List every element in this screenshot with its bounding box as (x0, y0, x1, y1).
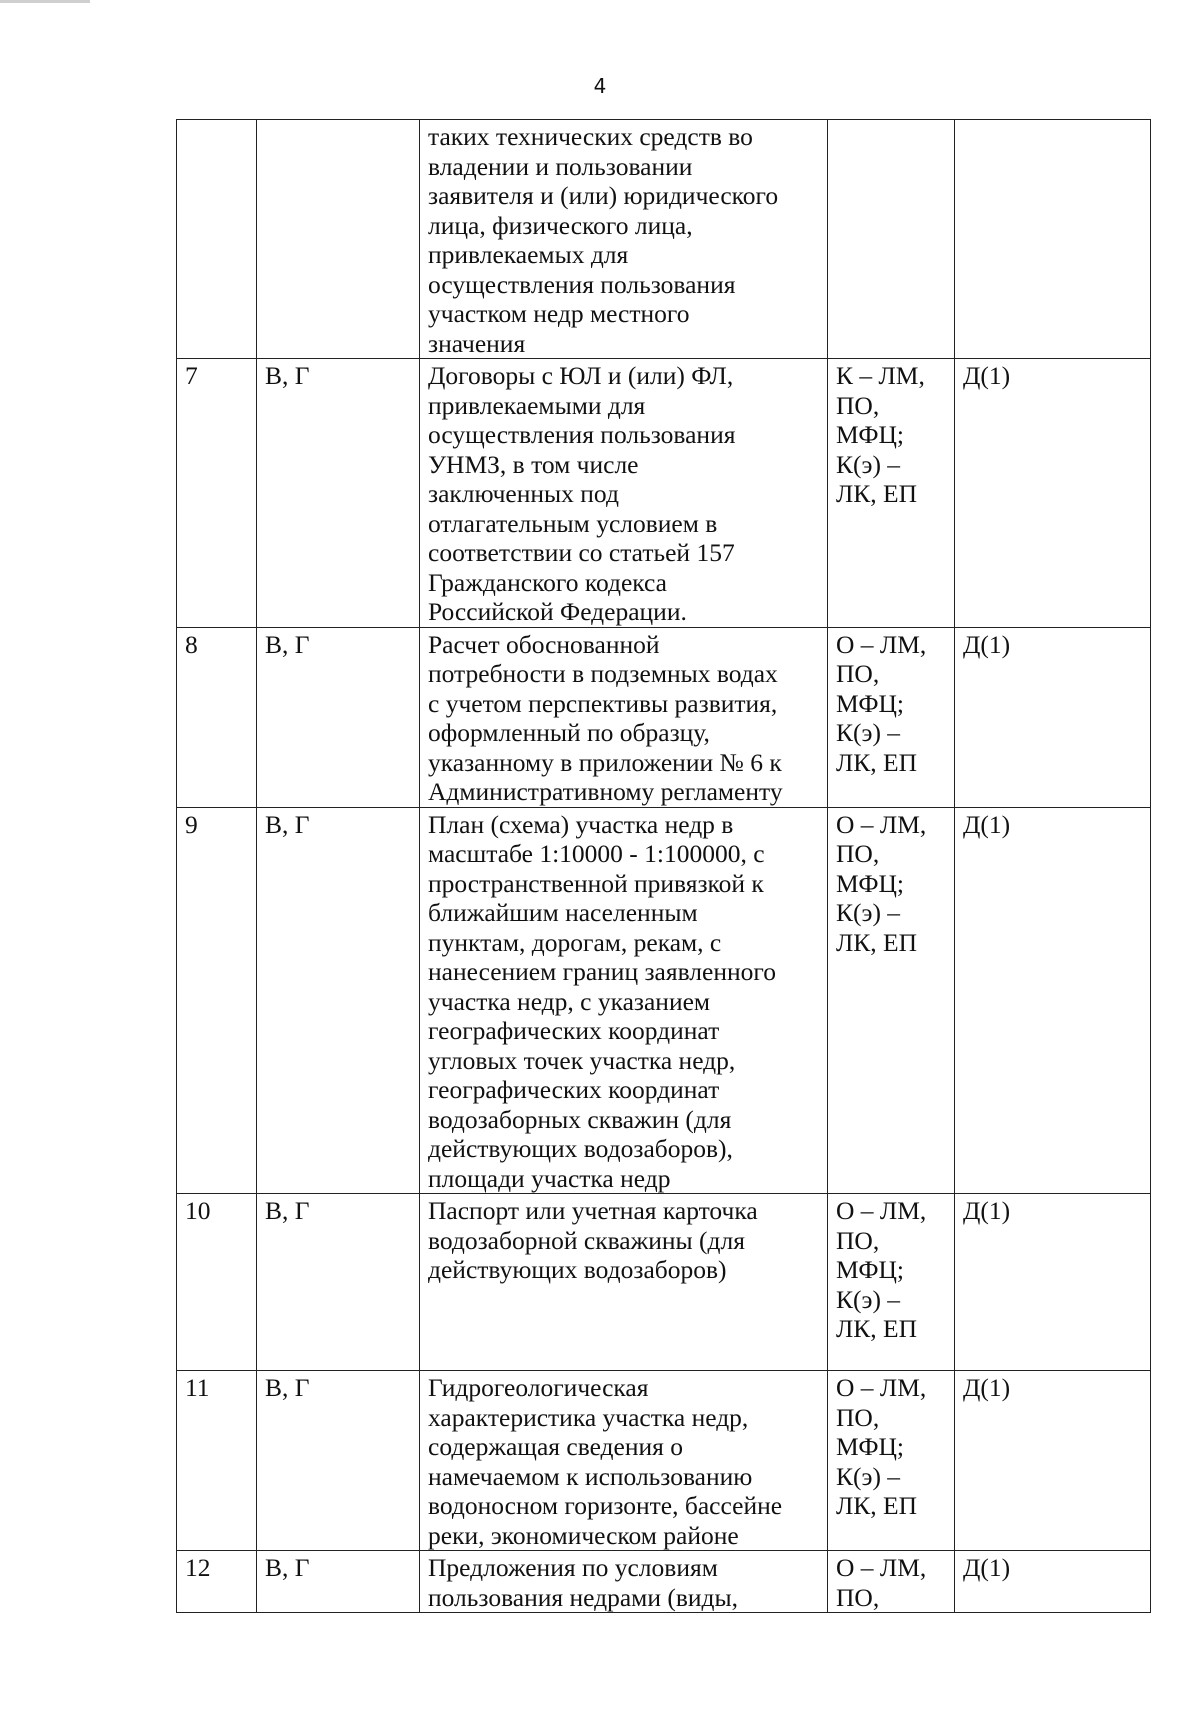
row-number-cell: 10 (177, 1194, 257, 1371)
document-description-cell: Договоры с ЮЛ и (или) ФЛ, привлекаемыми для осуществления пользования УНМЗ, в том числе заключенных под отлагательным условием в соответствии со статьей 157 Гражданского кодекса Российской Федерации. (420, 359, 828, 628)
submission-method-cell: К – ЛМ, ПО, МФЦ; К(э) – ЛК, ЕП (828, 359, 955, 628)
document-description-cell: Расчет обоснованной потребности в подземных водах с учетом перспективы развития, оформленный по образцу, указанному в приложении № 6 к Административному регламенту (420, 627, 828, 807)
document-form-cell: Д(1) (955, 1194, 1151, 1371)
table-row (177, 807, 1151, 1194)
documents-table (176, 119, 1151, 1613)
table-row (177, 1551, 1151, 1613)
document-description-cell: Предложения по условиям пользования недрами (виды, (420, 1551, 828, 1613)
applicant-type-cell: В, Г (257, 1194, 420, 1371)
submission-method-cell: О – ЛМ, ПО, МФЦ; К(э) – ЛК, ЕП (828, 627, 955, 807)
document-description-cell: таких технических средств во владении и пользовании заявителя и (или) юридического лица, физического лица, привлекаемых для осуществления пользования участком недр местного значения (420, 120, 828, 359)
document-form-cell: Д(1) (955, 359, 1151, 628)
applicant-type-cell: В, Г (257, 359, 420, 628)
table-row (177, 359, 1151, 628)
applicant-type-cell (257, 120, 420, 359)
submission-method-cell: О – ЛМ, ПО, МФЦ; К(э) – ЛК, ЕП (828, 807, 955, 1194)
submission-method-cell: О – ЛМ, ПО, МФЦ; К(э) – ЛК, ЕП (828, 1371, 955, 1551)
submission-method-cell (828, 120, 955, 359)
submission-method-cell: О – ЛМ, ПО, (828, 1551, 955, 1613)
row-number-cell: 11 (177, 1371, 257, 1551)
applicant-type-cell: В, Г (257, 1551, 420, 1613)
document-form-cell (955, 120, 1151, 359)
submission-method-cell: О – ЛМ, ПО, МФЦ; К(э) – ЛК, ЕП (828, 1194, 955, 1371)
row-number-cell: 7 (177, 359, 257, 628)
row-number-cell: 12 (177, 1551, 257, 1613)
table-row (177, 1371, 1151, 1551)
applicant-type-cell: В, Г (257, 627, 420, 807)
document-form-cell: Д(1) (955, 807, 1151, 1194)
table-row (177, 1194, 1151, 1371)
applicant-type-cell: В, Г (257, 807, 420, 1194)
row-number-cell: 9 (177, 807, 257, 1194)
applicant-type-cell: В, Г (257, 1371, 420, 1551)
table-row (177, 120, 1151, 359)
row-number-cell (177, 120, 257, 359)
document-description-cell: Паспорт или учетная карточка водозаборной скважины (для действующих водозаборов) (420, 1194, 828, 1371)
row-number-cell: 8 (177, 627, 257, 807)
page-number: 4 (593, 74, 607, 98)
document-form-cell: Д(1) (955, 1551, 1151, 1613)
document-description-cell: План (схема) участка недр в масштабе 1:10000 - 1:100000, с пространственной привязкой к ближайшим населенным пунктам, дорогам, рекам, с нанесением границ заявленного участка недр, с указанием географических координат угловых точек участка недр, географических координат водозаборных скважин (для действующих водозаборов), площади участка недр (420, 807, 828, 1194)
document-description-cell: Гидрогеологическая характеристика участка недр, содержащая сведения о намечаемом к использованию водоносном горизонте, бассейне реки, экономическом районе (420, 1371, 828, 1551)
table-row (177, 627, 1151, 807)
document-form-cell: Д(1) (955, 627, 1151, 807)
document-form-cell: Д(1) (955, 1371, 1151, 1551)
scan-corner-mark (0, 0, 90, 3)
